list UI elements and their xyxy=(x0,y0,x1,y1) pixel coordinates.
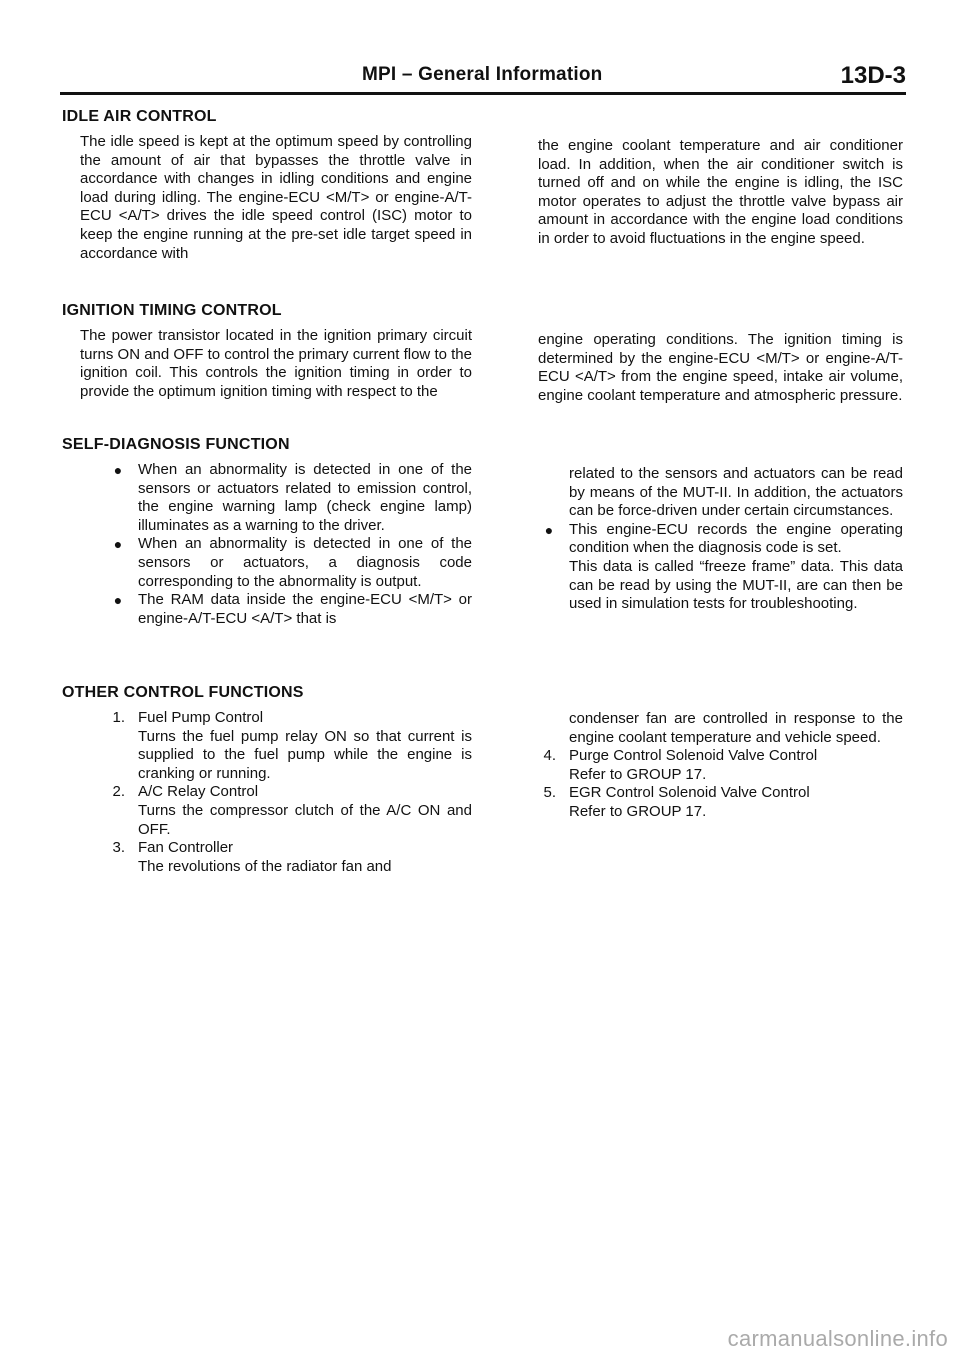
list-item xyxy=(107,535,472,591)
list-item xyxy=(107,709,472,783)
item-title: Purge Control Solenoid Valve Control xyxy=(569,747,818,765)
list-item xyxy=(107,839,472,876)
list-item xyxy=(107,591,472,628)
item-title: Fan Controller xyxy=(138,839,234,857)
watermark-url: carmanualsonline.info xyxy=(727,1326,948,1351)
list-item xyxy=(107,461,472,535)
idle-air-right-text xyxy=(538,137,903,249)
self-diagnosis-left-list xyxy=(107,461,472,628)
list-item xyxy=(538,521,903,614)
ignition-left-text xyxy=(80,327,472,401)
page-title: MPI – General Information xyxy=(362,64,603,85)
other-functions-right-list xyxy=(538,710,903,822)
item-body: Refer to GROUP 17. xyxy=(569,802,707,820)
list-item-text: The RAM data inside the engine-ECU <M/T> or engine-A/T-ECU <A/T> that is xyxy=(138,591,472,627)
paragraph: the engine coolant temperature and air conditioner load. In addition, when the air conditioner switch is turned off and on while the engine is idling, the ISC motor operates to adjust the throttle valve bypass air amount in accordance with the engine load conditions in order to avoid fluctuations in the engine speed. xyxy=(538,137,903,247)
item-body: Refer to GROUP 17. xyxy=(569,765,707,783)
item-number: 3. xyxy=(112,839,125,857)
page-header xyxy=(60,62,906,95)
other-functions-left-list xyxy=(107,709,472,876)
item-number: 2. xyxy=(112,783,125,801)
bullet-icon: ● xyxy=(113,536,123,553)
list-item-text: This data is called “freeze frame” data. This data can be read by using the MUT-II, are can then be used in simulation tests for troubleshooting. xyxy=(569,557,903,613)
ignition-right-text xyxy=(538,331,903,405)
list-item-continuation xyxy=(538,465,903,521)
item-body: The revolutions of the radiator fan and xyxy=(138,857,392,875)
heading-self-diagnosis-function: SELF-DIAGNOSIS FUNCTION xyxy=(62,436,290,453)
list-item-text: This engine-ECU records the engine operating condition when the diagnosis code is set. xyxy=(569,520,903,557)
list-item xyxy=(538,747,903,784)
page-number: 13D-3 xyxy=(840,62,906,89)
item-title: Fuel Pump Control xyxy=(138,709,264,726)
bullet-icon: ● xyxy=(113,462,123,478)
item-number: 5. xyxy=(543,784,556,802)
item-number: 1. xyxy=(112,709,125,726)
item-body: condenser fan are controlled in response to the engine coolant temperature and vehicle speed. xyxy=(569,710,903,746)
list-item xyxy=(538,784,903,821)
item-body: Turns the fuel pump relay ON so that current is supplied to the fuel pump while the engine is cranking or running. xyxy=(138,727,472,782)
paragraph: The idle speed is kept at the optimum speed by controlling the amount of air that bypasses the throttle valve in accordance with changes in idling conditions and engine load during idling. The engine-ECU <M/T> or engine-A/T-ECU <A/T> drives the idle speed control (ISC) motor to keep the engine running at the pre-set idle target speed in accordance with xyxy=(80,133,472,262)
paragraph: The power transistor located in the ignition primary circuit turns ON and OFF to control the primary current flow to the ignition coil. This controls the ignition timing in order to provide the optimum ignition timing with respect to the xyxy=(80,327,472,400)
list-item xyxy=(107,783,472,839)
bullet-icon: ● xyxy=(544,521,554,538)
list-item-text: related to the sensors and actuators can be read by means of the MUT-II. In addition, the actuators can be force-driven under certain circumstances. xyxy=(569,465,903,520)
item-body: Turns the compressor clutch of the A/C ON and OFF. xyxy=(138,801,472,838)
item-title: EGR Control Solenoid Valve Control xyxy=(569,784,810,802)
idle-air-left-text xyxy=(80,133,472,263)
self-diagnosis-right-list xyxy=(538,465,903,614)
bullet-icon: ● xyxy=(113,592,123,609)
heading-other-control-functions: OTHER CONTROL FUNCTIONS xyxy=(62,684,304,701)
list-item-continuation xyxy=(538,710,903,747)
item-number: 4. xyxy=(543,747,556,765)
list-item-text: When an abnormality is detected in one of the sensors or actuators, a diagnosis code corresponding to the abnormality is output. xyxy=(138,535,472,590)
heading-ignition-timing-control: IGNITION TIMING CONTROL xyxy=(62,302,282,319)
heading-idle-air-control: IDLE AIR CONTROL xyxy=(62,108,217,125)
item-title: A/C Relay Control xyxy=(138,783,259,801)
list-item-text: When an abnormality is detected in one of the sensors or actuators related to emission control, the engine warning lamp (check engine lamp) illuminates as a warning to the driver. xyxy=(138,461,472,534)
paragraph: engine operating conditions. The ignition timing is determined by the engine-ECU <M/T> or engine-A/T-ECU <A/T> from the engine speed, intake air volume, engine coolant temperature and atmospheric pressure. xyxy=(538,331,903,404)
